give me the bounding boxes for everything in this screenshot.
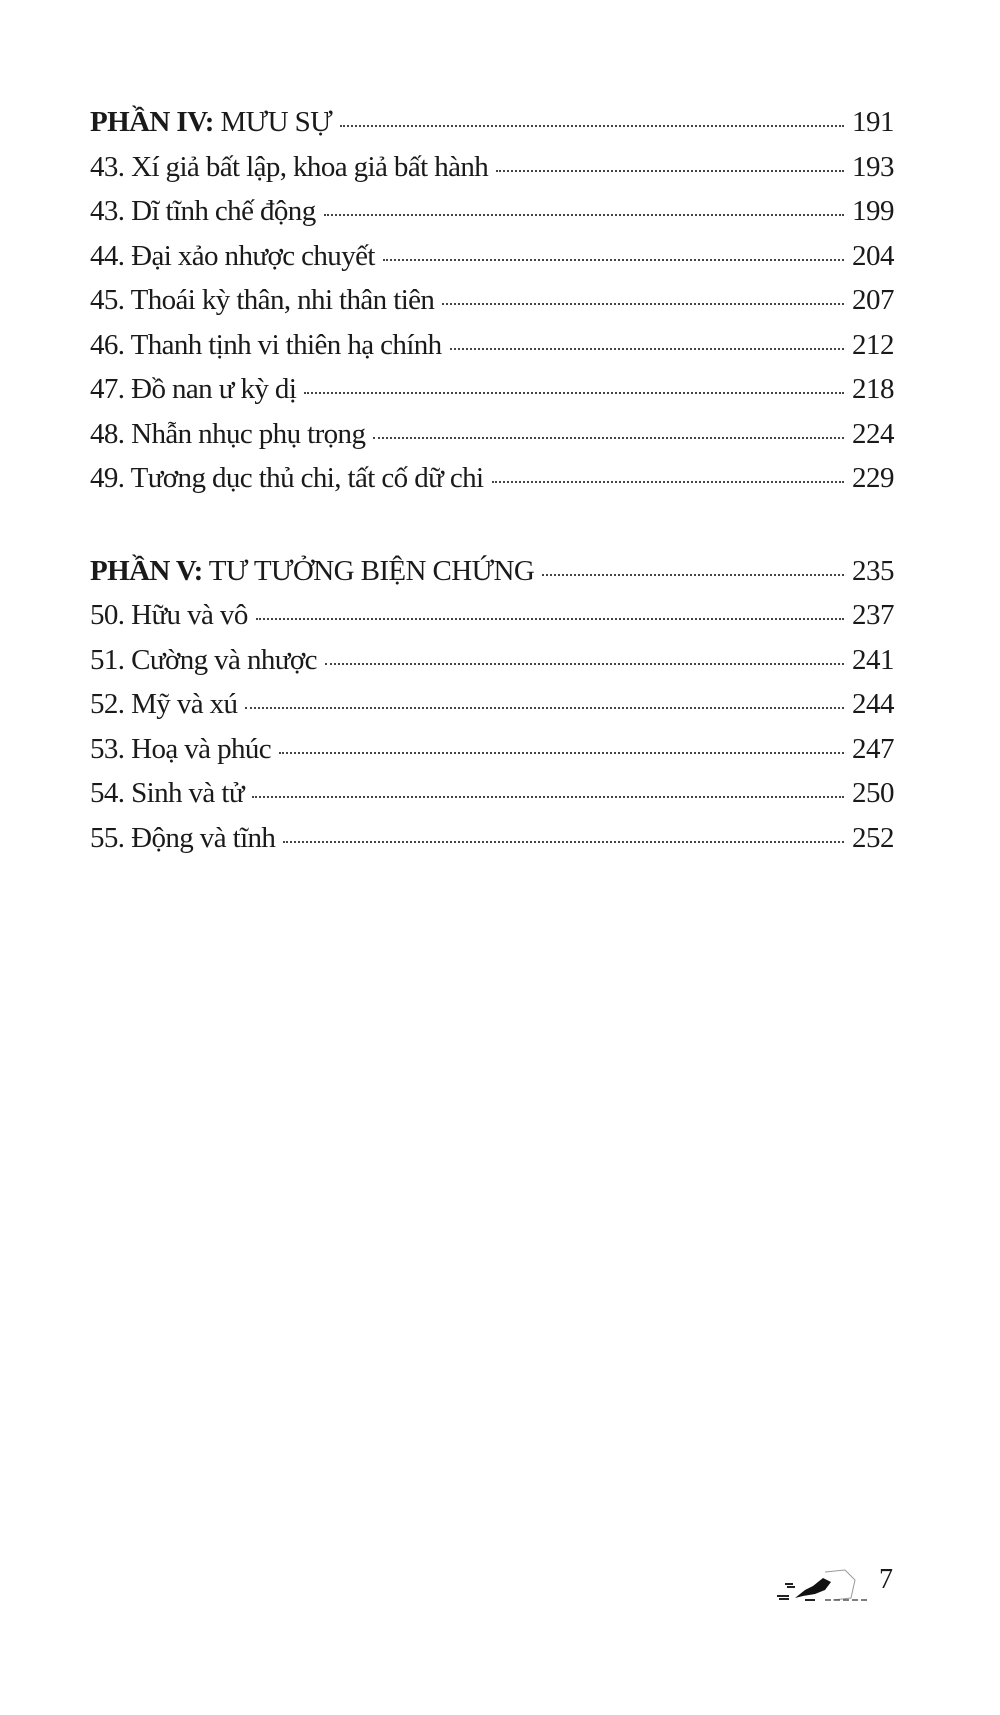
dot-leader xyxy=(340,125,844,127)
dot-leader xyxy=(252,796,844,798)
page-number: 237 xyxy=(852,599,894,631)
dot-leader xyxy=(442,303,844,305)
toc-entry xyxy=(90,593,894,638)
entry-title: 49. Tương dục thủ chi, tất cố dữ chi xyxy=(90,462,484,494)
toc-entry xyxy=(90,323,894,368)
scholar-ornament-icon xyxy=(765,1560,875,1610)
page-number: 199 xyxy=(852,195,894,227)
entry-title: 54. Sinh và tử xyxy=(90,777,244,809)
toc-entry xyxy=(90,682,894,727)
entry-title: 55. Động và tĩnh xyxy=(90,821,276,854)
part-heading xyxy=(90,100,332,145)
part-prefix: PHẦN IV: xyxy=(90,106,214,138)
page-number: 244 xyxy=(852,688,894,720)
page-number: 191 xyxy=(852,106,894,138)
page-number: 204 xyxy=(852,239,894,272)
page-number: 241 xyxy=(852,643,894,676)
dot-leader xyxy=(542,574,844,576)
entry-title: 44. Đại xảo nhược chuyết xyxy=(90,239,375,272)
dot-leader xyxy=(304,392,844,394)
page-number: 7 xyxy=(879,1564,893,1595)
dot-leader xyxy=(256,618,844,620)
toc-entry xyxy=(90,367,894,412)
toc-entry xyxy=(90,727,894,772)
page-number: 224 xyxy=(852,417,894,450)
toc-section xyxy=(90,549,894,861)
toc-entry xyxy=(90,771,894,816)
dot-leader xyxy=(373,437,844,439)
part-heading-row xyxy=(90,100,894,145)
entry-title: 53. Hoạ và phúc xyxy=(90,732,272,765)
dot-leader xyxy=(383,259,844,261)
dot-leader xyxy=(496,170,844,172)
entry-title: 43. Dĩ tĩnh chế động xyxy=(90,195,316,227)
toc-entry xyxy=(90,638,894,683)
toc-entry xyxy=(90,234,894,279)
toc-entry xyxy=(90,145,894,190)
dot-leader xyxy=(283,841,844,843)
page-number: 218 xyxy=(852,373,894,405)
part-prefix: PHẦN V: xyxy=(90,554,203,587)
entry-title: 47. Đồ nan ư kỳ dị xyxy=(90,373,297,405)
entry-title: 43. Xí giả bất lập, khoa giả bất hành xyxy=(90,150,489,183)
page-number: 250 xyxy=(852,777,894,809)
entry-title: 48. Nhẫn nhục phụ trọng xyxy=(90,417,366,450)
dot-leader xyxy=(245,707,844,709)
page-number: 207 xyxy=(852,284,894,316)
page-number: 247 xyxy=(852,732,894,765)
part-title: TƯ TƯỞNG BIỆN CHỨNG xyxy=(202,554,535,587)
toc-entry xyxy=(90,816,894,861)
page-footer xyxy=(765,1560,895,1610)
toc-entry xyxy=(90,278,894,323)
part-title: MƯU SỰ xyxy=(213,106,333,138)
dot-leader xyxy=(325,663,844,665)
dot-leader xyxy=(324,214,844,216)
entry-title: 46. Thanh tịnh vi thiên hạ chính xyxy=(90,328,442,361)
dot-leader xyxy=(492,481,844,483)
dot-leader xyxy=(279,752,844,754)
page-number: 252 xyxy=(852,821,894,854)
page-number: 212 xyxy=(852,328,894,361)
page-number: 193 xyxy=(852,150,894,183)
entry-title: 52. Mỹ và xú xyxy=(90,688,238,720)
entry-title: 50. Hữu và vô xyxy=(90,599,248,631)
part-heading-row xyxy=(90,549,894,594)
table-of-contents xyxy=(90,100,894,860)
toc-entry xyxy=(90,412,894,457)
entry-title: 51. Cường và nhược xyxy=(90,643,317,676)
entry-title: 45. Thoái kỳ thân, nhi thân tiên xyxy=(90,284,435,316)
page-number: 229 xyxy=(852,462,894,494)
part-heading xyxy=(90,549,534,594)
toc-entry xyxy=(90,189,894,234)
toc-section xyxy=(90,100,894,501)
page-number: 235 xyxy=(852,554,894,587)
toc-entry xyxy=(90,456,894,501)
dot-leader xyxy=(450,348,844,350)
